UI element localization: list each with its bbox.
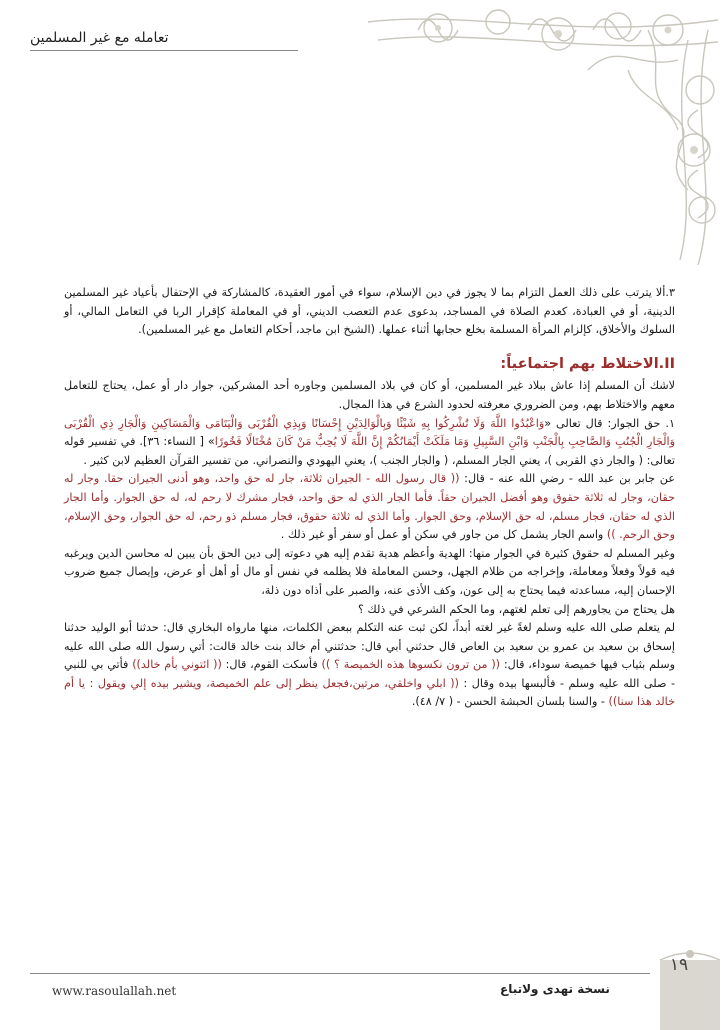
footer-tagline: نسخة تهدى ولاتباع: [500, 982, 610, 996]
paragraph-language: [64, 619, 675, 712]
text-run: واسم الجار يشمل كل من جاور في سكن أو عمل أو سفر أو غير ذلك .: [280, 528, 607, 542]
text-run: فأتي بي للنبي - صلى الله عليه وسلم - فألبسها بيده وقال :: [64, 658, 675, 690]
section-heading: II.الاختلاط بهم اجتماعياً:: [500, 355, 675, 372]
hadith-quote: (( ائتوني بأم خالد)): [132, 658, 222, 672]
page-header-title: تعامله مع غير المسلمين: [30, 30, 169, 46]
text-run: فأسكت القوم، قال:: [221, 658, 322, 672]
text-run: - والسنا بلسان الحبشة الحسن - ( ٧/ ٤٨).: [411, 695, 609, 709]
text-run: ١. حق الجوار: قال تعالى «: [544, 416, 675, 430]
hadith-quote: (( من ترون نكسوها هذه الخميصة ؟ )): [321, 658, 501, 672]
paragraph-condition-3: ٣.ألا يترتب على ذلك العمل التزام بما لا يجوز في دين الإسلام، سواء في أمور العقيدة، كالمشاركة في الإحتفال بأعياد غير المسلمين الدينية، أو في العبادة، كعدم الصلاة في المساجد، بدعوى عدم التعصب الديني، أو في المعاملة كإقرار الربا في التعامل المالي، أو السلوك والأخلاق، كإلزام المرأة المسلمة بخلع حجابها أثناء عملها. (الشيخ ابن ماجد، أحكام التعامل مع غير المسلمين).: [64, 286, 675, 337]
article-body: [64, 284, 675, 712]
text-run: لم يتعلم صلى الله عليه وسلم لغةً غير لغته أبداً، لكن ثبت عنه التكلم ببعض الكلمات، منها مارواه البخاري قال: حدثنا أبو الوليد حدثنا إسحاق بن سعيد بن عمرو بن سعيد بن العاص قال حدثني أبي قال: حدثتني أم خالد بنت خالد قالت: أتي رسول الله صلى الله عليه وسلم بثياب فيها خميصة سوداء، قال:: [64, 621, 676, 672]
paragraph-question: هل يحتاج من يجاورهم إلى تعلم لغتهم، وما الحكم الشرعي في ذلك ؟: [358, 602, 675, 616]
footer-divider: [30, 973, 650, 974]
hadith-quote: (( ابلي واخلقي، مرتين،فجعل ينظر إلى علم الخميصة، ويشير بيده إلي ويقول : يا أم خالد هذا سنا)): [64, 676, 675, 709]
header-divider: [30, 50, 298, 51]
paragraph-neighbor-right: [64, 415, 675, 471]
page-number: ١٩: [669, 955, 689, 975]
hadith-quote: (( قال رسول الله - الجيران ثلاثة، جار له حق واحد، وهو أدنى الجيران حقا. وجار له حقان، وجار له ثلاثة حقوق وهو أفضل الجيران حقاً. فأما الجار الذي له حق واحد، فجار مشرك لا رحم له، له حق الجوار. وأما الجار الذي له حقان، فجار مسلم، له حق الإسلام، وحق الجوار. وأما الذي له ثلاثة حقوق، فجار مسلم ذو رحم، له حق الجوار، وحق الإسلام، وحق الرحم. )): [64, 472, 675, 542]
paragraph-intro: لاشك أن المسلم إذا عاش ببلاد غير المسلمين، أو كان في بلاد المسلمين وجاوره أحد المشركين، جوار دار أو عمل، يحتاج للتعامل معهم والاختلاط بهم، ومن الضروري معرفته لحدود الشرع في هذا المجال.: [64, 379, 675, 411]
text-run: عن جابر بن عبد الله - رضي الله عنه - قال:: [459, 472, 675, 486]
paragraph-rights: وغير المسلم له حقوق كثيرة في الجوار منها: الهدية وأعظم هدية تقدم إليه هي دعوته إلى دين الحق بأن يبين له محاسن الدين ويرغبه فيه قولاً وفعلاً ومعاملة، وإخراجه من ظلام الجهل، وحسن المعاملة فلا يظلمه في نفس أو مال أو أهل أو عرض، وإيصال جميع ضروب الإحسان إليه، مساعدته فيما يحتاج به إلى عون، وكف الأذى عنه، والصبر على أذاه دون ذلة،: [64, 546, 675, 597]
website-link[interactable]: www.rasoulallah.net: [52, 984, 177, 998]
paragraph-hadith-neighbors: [64, 470, 675, 544]
text-run: » [ النساء: ٣٦]. في تفسير قوله تعالى: ( والجار ذي القربى )، يعني الجار المسلم، ( والجار الجنب )، يعني اليهودي والنصراني. من تفسير القرآن العظيم لابن كثير .: [64, 435, 675, 467]
corner-ornament-icon: [348, 0, 728, 270]
quran-verse: وَاعْبُدُوا اللَّهَ وَلَا تُشْرِكُوا بِهِ شَيْئًا وَبِالْوَالِدَيْنِ إِحْسَانًا وَبِذِي الْقُرْبَى وَالْيَتَامَى وَالْمَسَاكِينِ وَالْجَارِ ذِي الْقُرْبَى وَالْجَارِ الْجُنُبِ وَالصَّاحِبِ بِالْجَنْبِ وَابْنِ السَّبِيلِ وَمَا مَلَكَتْ أَيْمَانُكُمْ إِنَّ اللَّهَ لَا يُحِبُّ مَنْ كَانَ مُخْتَالًا فَخُورًا: [64, 416, 675, 449]
